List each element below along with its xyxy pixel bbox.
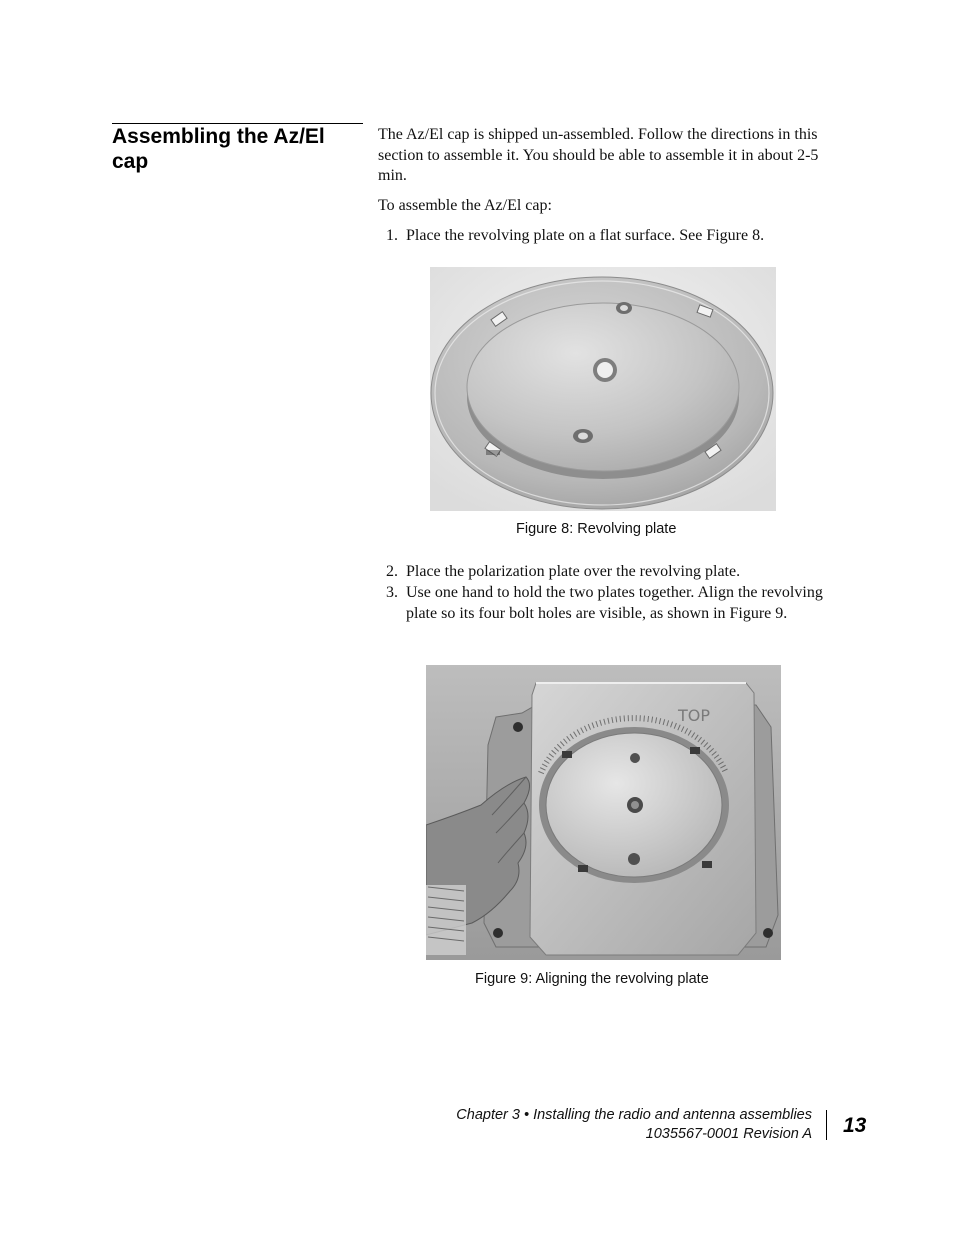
- step-number: 2.: [386, 563, 398, 580]
- top-marking: TOP: [678, 706, 711, 725]
- page-number: 13: [843, 1114, 867, 1137]
- step-2: [386, 562, 826, 583]
- step-text: Place the polarization plate over the revolving plate.: [406, 563, 741, 580]
- intro-paragraph: The Az/El cap is shipped un-assembled. Follow the directions in this section to assemble it. You should be able to assemble it in about 2-5 min.: [378, 126, 819, 184]
- figure-8-photo: [430, 267, 776, 511]
- figure-9-caption: Figure 9: Aligning the revolving plate: [475, 971, 709, 987]
- section-title: Assembling the Az/El cap: [112, 125, 325, 173]
- footer-chapter: Chapter 3 • Installing the radio and antenna assemblies: [456, 1107, 812, 1123]
- step-1: [386, 226, 826, 247]
- step-number: 3.: [386, 584, 398, 601]
- step-3: [386, 583, 826, 624]
- lead-in-text: To assemble the Az/El cap:: [378, 197, 552, 214]
- step-text: Use one hand to hold the two plates together. Align the revolving plate so its four bolt holes are visible, as shown in Figure 9.: [406, 584, 823, 622]
- footer-document-id: 1035567-0001 Revision A: [645, 1126, 812, 1142]
- footer-divider: [826, 1110, 827, 1140]
- figure-8-caption: Figure 8: Revolving plate: [516, 521, 677, 537]
- step-number: 1.: [386, 227, 398, 244]
- step-text: Place the revolving plate on a flat surface. See Figure 8.: [406, 227, 765, 244]
- figure-9-photo: [426, 665, 781, 960]
